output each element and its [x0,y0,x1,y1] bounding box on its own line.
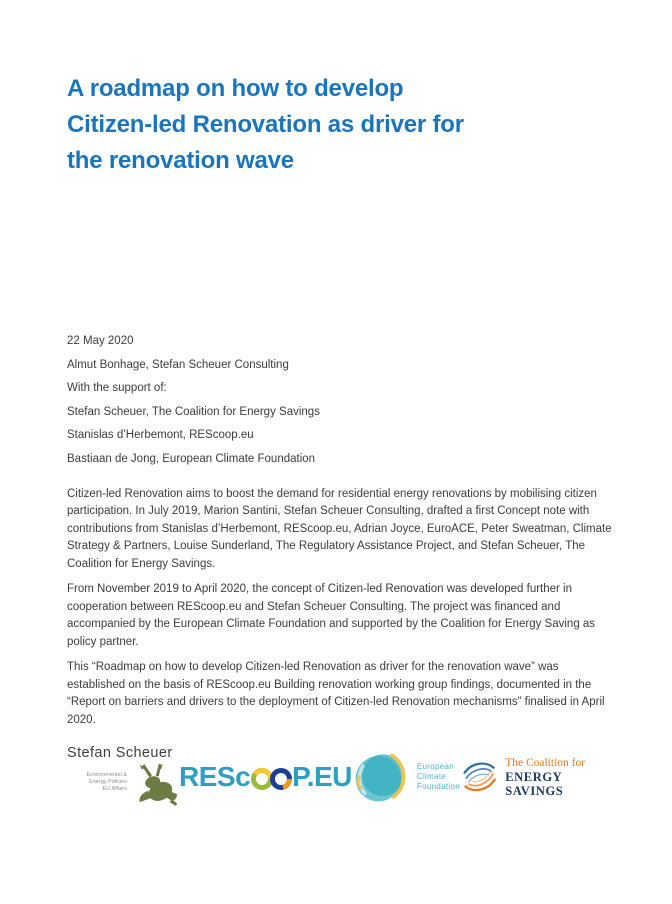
coalition-logo [460,757,616,798]
rescoop-wordmark-prefix: RESc [179,761,251,792]
supporter-line: Stefan Scheuer, The Coalition for Energy Savings [67,405,320,418]
document-page [0,71,672,904]
rescoop-o2-icon [269,767,293,791]
tagline-line: EU Affairs [102,786,127,792]
coalition-wordmark-line2: ENERGY SAVINGS [505,769,564,798]
publication-date: 22 May 2020 [67,335,134,347]
ecf-word-line: European [416,762,455,771]
title-line-1: A roadmap on how to develop [67,75,404,102]
support-intro: With the support of: [67,382,167,394]
stefan-scheuer-tagline [67,772,127,793]
ecf-globe-icon [352,747,410,807]
author-block [67,334,616,467]
rescoop-wordmark-suffix: P.EU [292,761,352,792]
paragraph: From November 2019 to April 2020, the concept of Citizen-led Renovation was developed further in cooperation between REScoop.eu and Stefan Scheuer Consulting. The project was financed and accompanied by the European Climate Foundation and supported by the Coalition for Energy Saving as policy partner. [67,583,596,648]
stefan-scheuer-logo-bottom [67,763,179,809]
coalition-wordmark-line1: The Coalition for [505,756,586,769]
ecf-word-line: Climate [416,772,447,781]
paragraph: This “Roadmap on how to develop Citizen-led Renovation as driver for the renovation wave” was established on the basis of REScoop.eu Building renovation working group findings, documented in the “Report on barriers and drivers to the deployment of Citizen-led Renovation mechanisms” finalised in April 2020. [67,661,605,726]
stefan-scheuer-logo [67,745,179,809]
title-line-3: the renovation wave [67,147,294,174]
ecf-logo [352,747,460,807]
tagline-line: Environmental & [86,772,127,778]
title-line-2: Citizen-led Renovation as driver for [67,111,464,138]
supporter-line: Bastiaan de Jong, European Climate Foundation [67,452,316,465]
document-title [67,71,616,179]
partner-logos [67,737,616,817]
paragraph: Citizen-led Renovation aims to boost the demand for residential energy renovations by mobilising citizen participation. In July 2019, Marion Santini, Stefan Scheuer Consulting, drafted a first Concept note with contributions from Stanislas d’Herbemont, REScoop.eu, Adrian Joyce, EuroACE, Peter Sweatman, Climate Strategy & Partners, Louise Sunderland, The Regulatory Assistance Project, and Stefan Scheuer, The Coalition for Energy Savings. [67,487,612,570]
coalition-swirl-icon [460,758,499,796]
ecf-wordmark [417,762,460,792]
coalition-wordmark [505,757,616,798]
rescoop-logo [179,763,352,791]
intro-text [67,486,616,730]
ecf-word-line: Foundation [416,782,460,791]
author-line: Almut Bonhage, Stefan Scheuer Consulting [67,358,289,371]
tagline-line: Energy Policies [89,779,127,785]
rescoop-rings [250,767,293,791]
stefan-scheuer-wordmark: Stefan Scheuer [67,745,173,761]
supporter-line: Stanislas d’Herbemont, REScoop.eu [67,429,254,441]
frog-icon [131,763,179,809]
